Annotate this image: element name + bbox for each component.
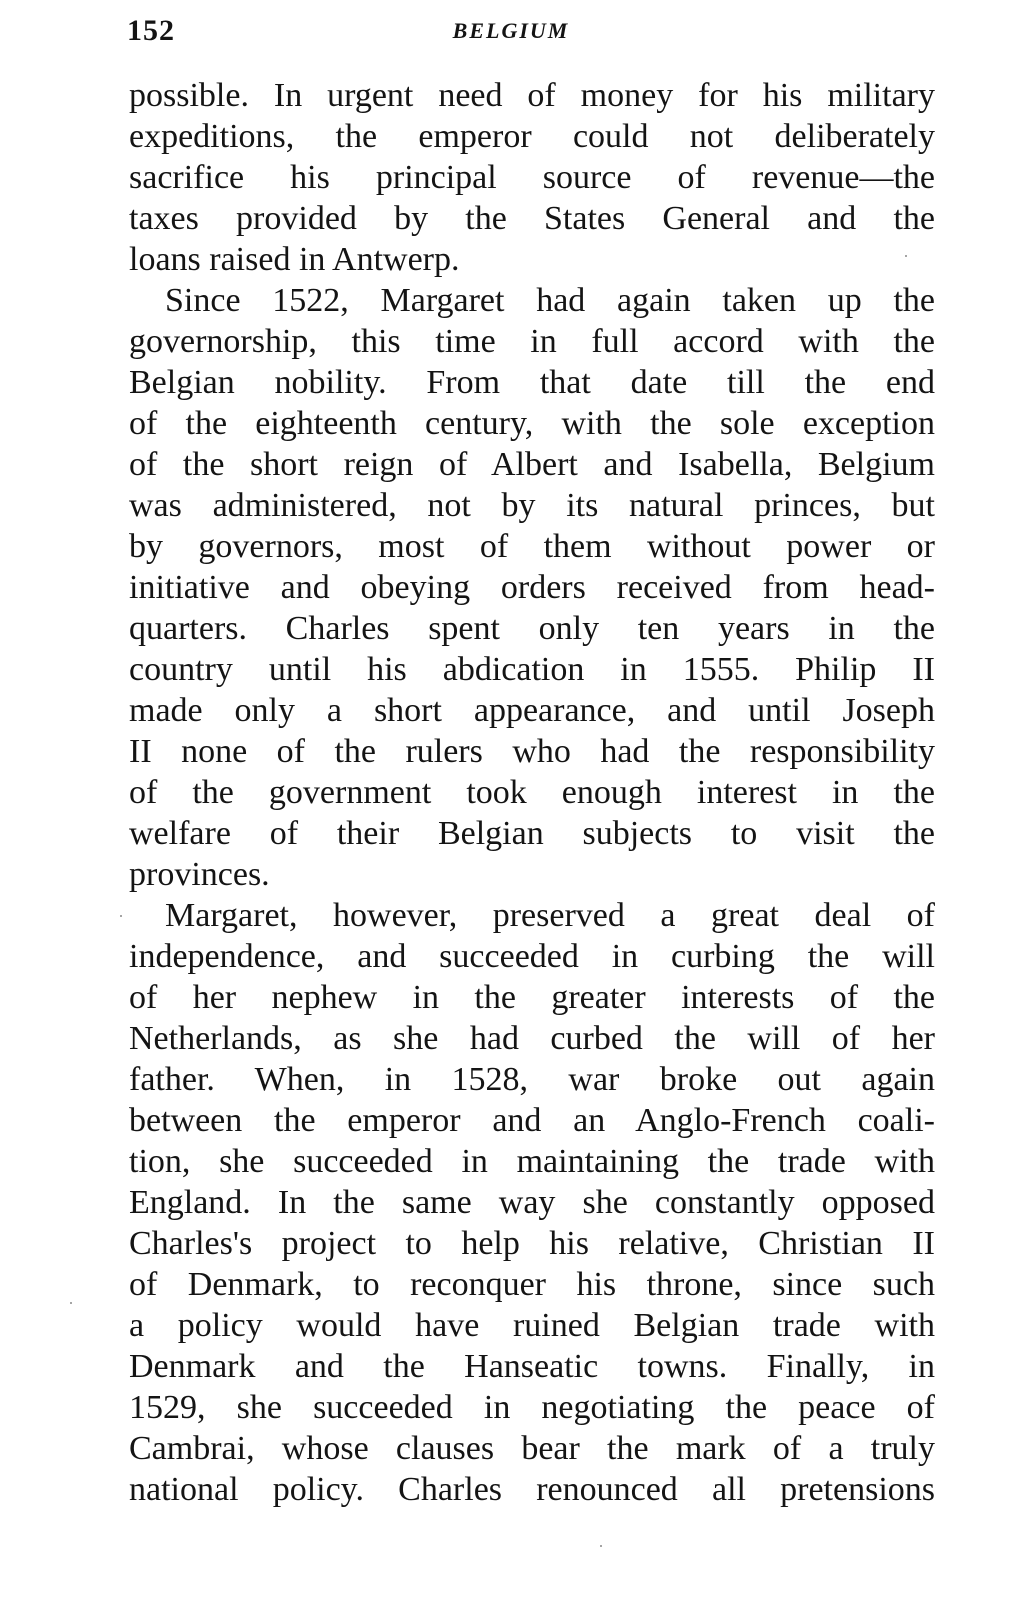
text-line: father. When, in 1528, war broke out again — [129, 1061, 935, 1098]
text-line: England. In the same way she constantly opposed — [129, 1184, 935, 1221]
scan-speck — [905, 255, 907, 257]
text-line: II none of the rulers who had the responsibility — [129, 733, 935, 770]
text-line: welfare of their Belgian subjects to visit the — [129, 815, 935, 852]
text-line: of Denmark, to reconquer his throne, since such — [129, 1266, 935, 1303]
scan-speck — [120, 915, 122, 917]
text-line: 1529, she succeeded in negotiating the peace of — [129, 1389, 935, 1426]
body-text — [129, 75, 935, 1510]
text-line: provinces. — [129, 856, 270, 893]
paragraph-2 — [129, 280, 935, 895]
text-line: loans raised in Antwerp. — [129, 241, 460, 278]
text-line: tion, she succeeded in maintaining the trade with — [129, 1143, 935, 1180]
text-line: independence, and succeeded in curbing the will — [129, 938, 935, 975]
text-line: national policy. Charles renounced all pretensions — [129, 1471, 935, 1508]
text-line: governorship, this time in full accord with the — [129, 323, 935, 360]
text-line: of her nephew in the greater interests of the — [129, 979, 935, 1016]
text-line: Belgian nobility. From that date till the end — [129, 364, 935, 401]
text-line: was administered, not by its natural princes, but — [129, 487, 935, 524]
text-line: initiative and obeying orders received from head- — [129, 569, 935, 606]
text-line: taxes provided by the States General and the — [129, 200, 935, 237]
text-line: Since 1522, Margaret had again taken up the — [165, 282, 935, 319]
text-line: Margaret, however, preserved a great deal of — [165, 897, 935, 934]
text-line: quarters. Charles spent only ten years in the — [129, 610, 935, 647]
text-line: possible. In urgent need of money for his military — [129, 77, 935, 114]
text-line: Charles's project to help his relative, Christian II — [129, 1225, 935, 1262]
text-line: of the government took enough interest in the — [129, 774, 935, 811]
text-line: of the eighteenth century, with the sole exception — [129, 405, 935, 442]
text-line: a policy would have ruined Belgian trade with — [129, 1307, 935, 1344]
text-line: sacrifice his principal source of revenue—the — [129, 159, 935, 196]
paragraph-1 — [129, 75, 935, 280]
text-line: by governors, most of them without power or — [129, 528, 935, 565]
text-line: Denmark and the Hanseatic towns. Finally, in — [129, 1348, 935, 1385]
text-line: Netherlands, as she had curbed the will of her — [129, 1020, 935, 1057]
text-line: expeditions, the emperor could not deliberately — [129, 118, 935, 155]
scan-speck — [70, 1302, 72, 1304]
paragraph-3 — [129, 895, 935, 1510]
scan-speck — [600, 1545, 602, 1547]
text-line: country until his abdication in 1555. Philip II — [129, 651, 935, 688]
page-number: 152 — [127, 14, 175, 47]
text-line: between the emperor and an Anglo-French coali- — [129, 1102, 935, 1139]
text-line: Cambrai, whose clauses bear the mark of a truly — [129, 1430, 935, 1467]
text-line: of the short reign of Albert and Isabella, Belgium — [129, 446, 935, 483]
text-line: made only a short appearance, and until Joseph — [129, 692, 935, 729]
running-title: BELGIUM — [452, 18, 570, 43]
